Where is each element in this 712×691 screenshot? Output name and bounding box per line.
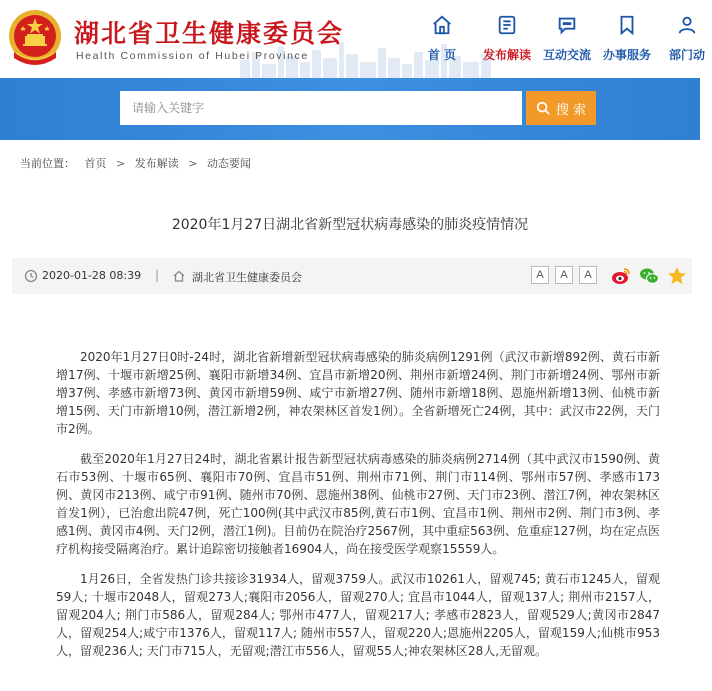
favorite-star-icon[interactable] bbox=[666, 265, 688, 287]
font-size-small-button[interactable]: A bbox=[579, 266, 597, 284]
nav-label-departments: 部门动 bbox=[668, 48, 705, 62]
nav-item-interaction[interactable] bbox=[542, 14, 592, 70]
breadcrumb-item-releases[interactable]: 发布解读 bbox=[134, 157, 179, 170]
article-meta-bar bbox=[12, 258, 692, 294]
national-emblem-logo bbox=[6, 6, 64, 70]
article-paragraph-fever-clinics: 1月26日，全省发热门诊共接诊31934人，留观3759人。武汉市10261人，留观745; 黄石市1245人，留观59人; 十堰市2048人，留观273人;襄阳市2056人，留观270人; 宜昌市1044人，留观137人; 荆州市2157人，留观204人; 荆门市586人，留观284人; 鄂州市477人，留观217人; 孝感市2823人，留观529人;黄冈市2847人，留观254人;咸宁市1376人，留观117人; 随州市557人，留观220人;恩施州2205人，留观159人;仙桃市953人，留观236人; 天门市715人，无留观;潜江市556人，留观55人;神农架林区28人,无留观。 bbox=[56, 572, 660, 658]
article-paragraph-cumulative: 截至2020年1月27日24时，湖北省累计报告新型冠状病毒感染的肺炎病例2714例（其中武汉市1590例、黄石市53例、十堰市65例、襄阳市70例、宜昌市51例、荆州市71例、荆门市114例、鄂州市57例、孝感市173例、黄冈市213例、咸宁市91例、随州市70例、恩施州38例、仙桃市27例、天门市23例、潜江7例，神农架林区首发1例），已治愈出院47例，死亡100例(其中武汉市85例,黄石市1例、宜昌市1例、荆州市2例、荆门市3例、孝感1例、黄冈市4例、天门2例，潜江1例)。目前仍在院治疗2567例，其中重症563例、危重症127例，均在定点医疗机构接受隔离治疗。累计追踪密切接触者16904人，尚在接受医学观察15559人。 bbox=[56, 452, 660, 556]
search-button-label: 搜 索 bbox=[555, 102, 587, 118]
site-title: 湖北省卫生健康委员会 bbox=[74, 19, 345, 48]
wechat-share-icon[interactable] bbox=[638, 265, 660, 287]
main-nav bbox=[420, 14, 710, 70]
article-content bbox=[56, 348, 660, 672]
breadcrumb-item-home[interactable]: 首页 bbox=[84, 157, 107, 170]
font-size-medium-button[interactable]: A bbox=[555, 266, 573, 284]
search-icon bbox=[536, 101, 550, 115]
article-date: 2020-01-28 08:39 bbox=[42, 269, 142, 282]
breadcrumb-separator: > bbox=[116, 157, 126, 170]
weibo-share-icon[interactable] bbox=[610, 265, 632, 287]
nav-label-releases: 发布解读 bbox=[482, 48, 531, 62]
article-paragraph-new-cases: 2020年1月27日0时-24时，湖北省新增新型冠状病毒感染的肺炎病例1291例（武汉市新增892例、黄石市新增17例、十堰市新增25例、襄阳市新增34例、宜昌市新增20例、荆州市新增24例、荆门市新增24例、鄂州市新增37例、孝感市新增73例、黄冈市新增59例、咸宁市新增27例、随州市新增18例、恩施州新增13例、仙桃市新增15例、天门市新增10例，潜江新增2例，神农架林区首发1例）。全省新增死亡24例，其中：武汉市22例，天门市2例。 bbox=[56, 350, 660, 436]
home-icon bbox=[431, 14, 453, 36]
bookmark-icon bbox=[616, 14, 638, 36]
nav-label-services: 办事服务 bbox=[602, 48, 651, 62]
chat-icon bbox=[556, 14, 578, 36]
article-title: 2020年1月27日湖北省新型冠状病毒感染的肺炎疫情情况 bbox=[171, 217, 529, 233]
breadcrumb bbox=[20, 155, 257, 171]
nav-label-interaction: 互动交流 bbox=[542, 48, 591, 62]
nav-label-home: 首 页 bbox=[427, 48, 457, 62]
search-button[interactable] bbox=[526, 91, 596, 125]
breadcrumb-item-news[interactable]: 动态要闻 bbox=[206, 157, 251, 170]
people-icon bbox=[676, 14, 698, 36]
nav-item-releases[interactable] bbox=[482, 14, 532, 70]
document-icon bbox=[496, 14, 518, 36]
breadcrumb-prefix: 当前位置： bbox=[20, 157, 75, 170]
site-subtitle: Health Commission of Hubei Province bbox=[76, 50, 309, 62]
search-band bbox=[0, 78, 700, 140]
nav-item-services[interactable] bbox=[602, 14, 652, 70]
font-size-large-button[interactable]: A bbox=[531, 266, 549, 284]
source-house-icon bbox=[172, 269, 186, 283]
nav-item-departments[interactable] bbox=[662, 14, 712, 70]
nav-item-home[interactable] bbox=[420, 14, 464, 70]
search-input[interactable] bbox=[120, 91, 522, 125]
breadcrumb-separator: > bbox=[188, 157, 198, 170]
article-source: 湖北省卫生健康委员会 bbox=[192, 271, 302, 284]
site-header bbox=[0, 0, 705, 78]
clock-icon bbox=[24, 269, 38, 283]
meta-divider: | bbox=[155, 268, 160, 282]
